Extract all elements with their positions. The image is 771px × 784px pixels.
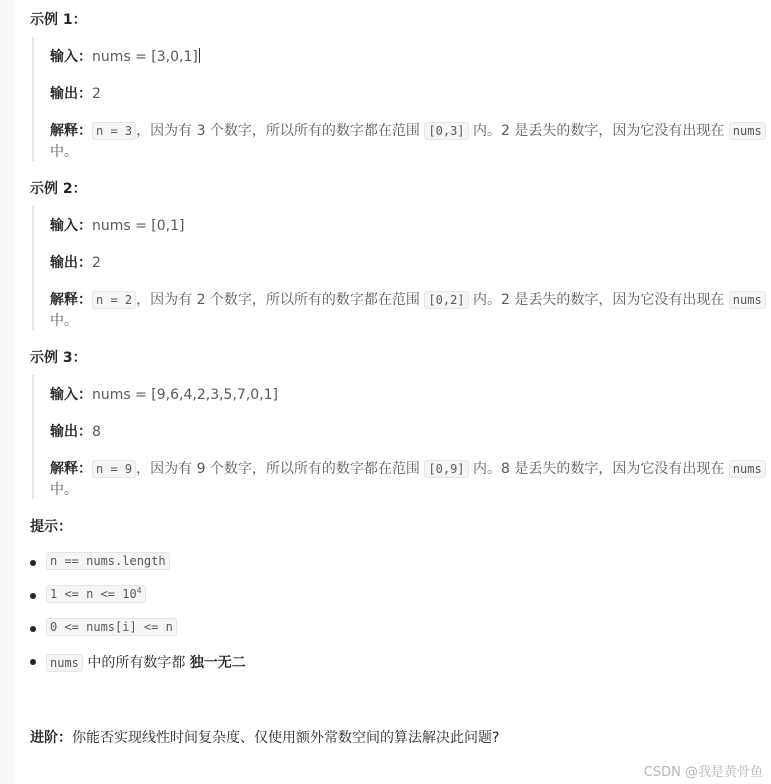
example-3-block (32, 375, 762, 499)
hint-bullet (30, 593, 36, 599)
hint-bullet (30, 560, 36, 566)
example-3-explanation: 解释： n = 9 ，因为有 9 个数字，所以所有的数字都在范围 [0,9] 内。8 是丢失的数字，因为它没有出现在 nums (50, 458, 766, 478)
hint-item-3: 0 <= nums[i] <= n (46, 619, 177, 635)
example-3-output: 输出：8 (50, 424, 101, 440)
example-1-explanation: 解释： n = 3 ，因为有 3 个数字，所以所有的数字都在范围 [0,3] 内。2 是丢失的数字，因为它没有出现在 nums (50, 120, 766, 140)
hint-bullet (30, 626, 36, 632)
advanced-question: 进阶：你能否实现线性时间复杂度、仅使用额外常数空间的算法解决此问题? (30, 730, 500, 746)
example-1-output: 输出：2 (50, 86, 101, 102)
example-2-block (32, 206, 762, 330)
example-1-block (32, 37, 762, 161)
text-cursor (199, 48, 200, 63)
hint-item-4: nums 中的所有数字都 独一无二 (46, 652, 246, 672)
hint-item-2: $1 <= n <= 10^4$ (46, 586, 146, 602)
example-1-input: 输入：nums = [3,0,1] (50, 49, 198, 65)
hints-title: 提示： (30, 519, 72, 535)
example-3-explanation-end: 中。 (50, 482, 78, 498)
csdn-watermark: CSDN @我是黄骨鱼 (643, 765, 763, 780)
example-2-title: 示例 2： (30, 181, 87, 197)
example-1-title: 示例 1： (30, 12, 87, 28)
example-1-explanation-end: 中。 (50, 144, 78, 160)
example-3-input: 输入：nums = [9,6,4,2,3,5,7,0,1] (50, 387, 278, 403)
example-3-title: 示例 3： (30, 350, 87, 366)
example-2-output: 输出：2 (50, 255, 101, 271)
hint-bullet (30, 659, 36, 665)
example-2-explanation-end: 中。 (50, 313, 78, 329)
example-2-explanation: 解释： n = 2 ，因为有 2 个数字，所以所有的数字都在范围 [0,2] 内。2 是丢失的数字，因为它没有出现在 nums (50, 289, 766, 309)
example-2-input: 输入：nums = [0,1] (50, 218, 185, 234)
hint-item-1: n == nums.length (46, 553, 170, 569)
